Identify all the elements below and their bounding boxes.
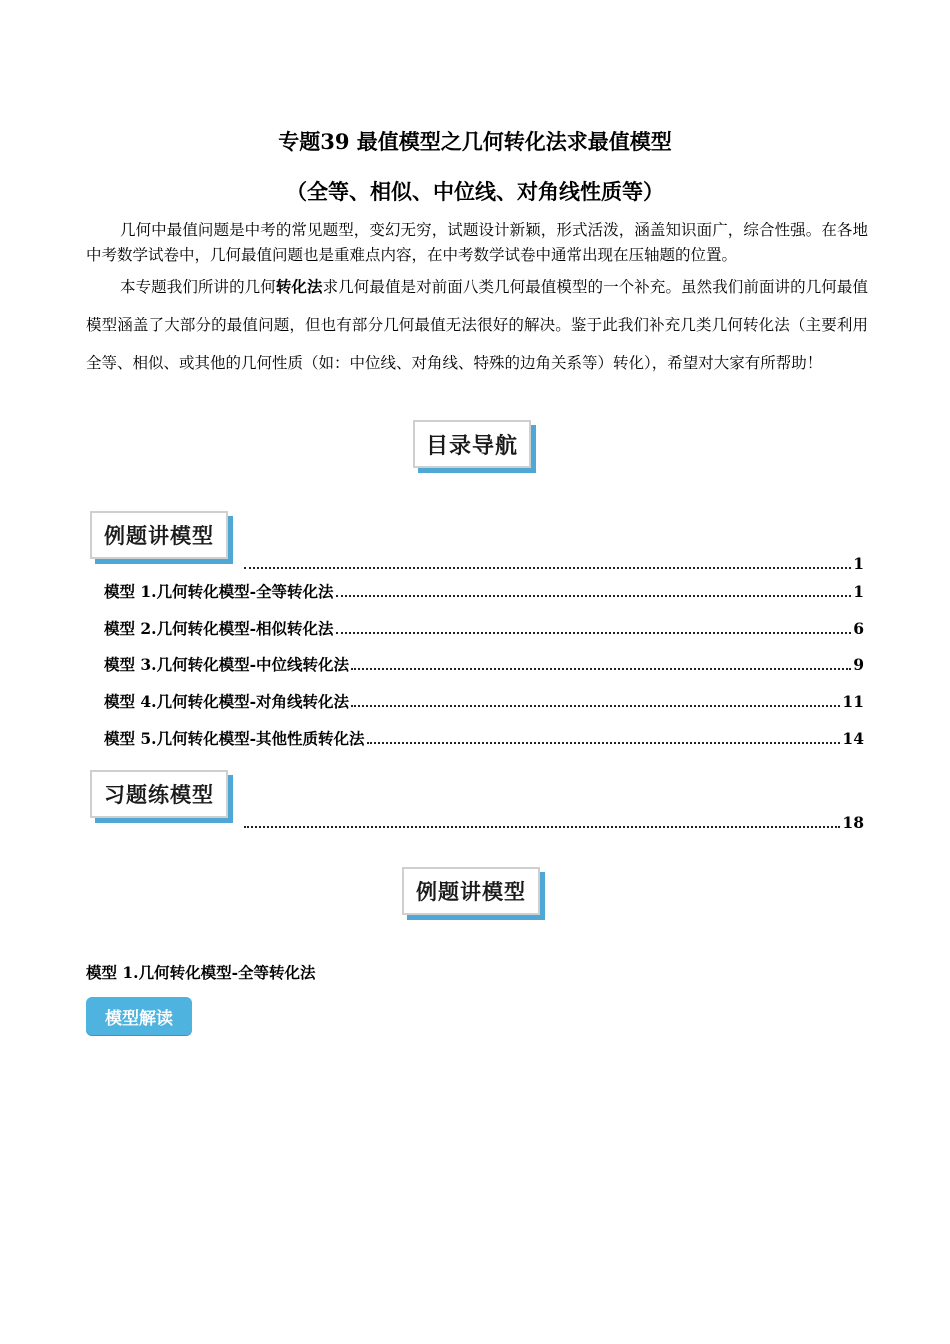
- intro-paragraph-1: 几何中最值问题是中考的常见题型，变幻无穷，试题设计新颖，形式活泼，涵盖知识面广，综合性强。在各地中考数学试卷中，几何最值问题也是重难点内容，在中考数学试卷中通常出现在压轴题的位置。: [86, 221, 868, 264]
- toc-heading-box: 目录导航: [413, 420, 531, 468]
- intro-paragraph-2-rest: 求几何最值是对前面八类几何最值模型的一个补充。虽然我们前面讲的几何最值模型涵盖了大部分的最值问题，但也有部分几何最值无法很好的解决。鉴于此我们补充几类几何转化法（主要利用全等、相似、或其他的几何性质（如：中位线、对角线、特殊的边角关系等）转化），希望对大家有所帮助！: [86, 278, 868, 372]
- section-heading: 模型 1.几何转化模型-全等转化法: [86, 963, 316, 982]
- toc-leader: [351, 668, 851, 670]
- toc-row-model-5[interactable]: [104, 727, 864, 749]
- toc-page-number: 11: [842, 692, 864, 711]
- toc-item-label: 模型 5.几何转化模型-其他性质转化法: [104, 729, 365, 748]
- intro-paragraph-2: [86, 268, 868, 382]
- model-interpretation-badge: 模型解读: [86, 997, 192, 1035]
- toc-leader: [244, 826, 840, 828]
- toc-page-number: 14: [842, 729, 864, 748]
- toc-example-box[interactable]: 例题讲模型: [90, 511, 228, 559]
- section-example-box: 例题讲模型: [402, 867, 540, 915]
- toc-leader: [336, 632, 852, 634]
- toc-leader: [336, 595, 852, 597]
- toc-item-label: 模型 4.几何转化模型-对角线转化法: [104, 692, 350, 711]
- toc-leader: [351, 705, 840, 707]
- toc-row-model-1[interactable]: [104, 580, 864, 602]
- toc-page-number: 9: [853, 655, 864, 674]
- toc-page-number: 6: [853, 619, 864, 638]
- toc-row-practice[interactable]: [242, 813, 864, 832]
- toc-row-model-3[interactable]: [104, 653, 864, 675]
- toc-row-examples[interactable]: [242, 554, 864, 573]
- toc-page-number: 1: [853, 582, 864, 601]
- intro-paragraph-2-start: 本专题我们所讲的几何: [120, 278, 276, 296]
- document-subtitle: （全等、相似、中位线、对角线性质等）: [286, 179, 664, 204]
- toc-item-label: 模型 3.几何转化模型-中位线转化法: [104, 655, 350, 674]
- toc-row-model-4[interactable]: [104, 690, 864, 712]
- toc-row-model-2[interactable]: [104, 617, 864, 639]
- toc-page-number: 1: [853, 554, 864, 573]
- intro-keyword: 转化法: [275, 277, 323, 296]
- toc-leader: [367, 742, 841, 744]
- toc-leader: [244, 567, 851, 569]
- toc-item-label: 模型 1.几何转化模型-全等转化法: [104, 582, 334, 601]
- toc-item-label: 模型 2.几何转化模型-相似转化法: [104, 619, 334, 638]
- document-title: 专题39 最值模型之几何转化法求最值模型: [278, 129, 672, 154]
- toc-practice-box[interactable]: 习题练模型: [90, 770, 228, 818]
- toc-page-number: 18: [842, 813, 864, 832]
